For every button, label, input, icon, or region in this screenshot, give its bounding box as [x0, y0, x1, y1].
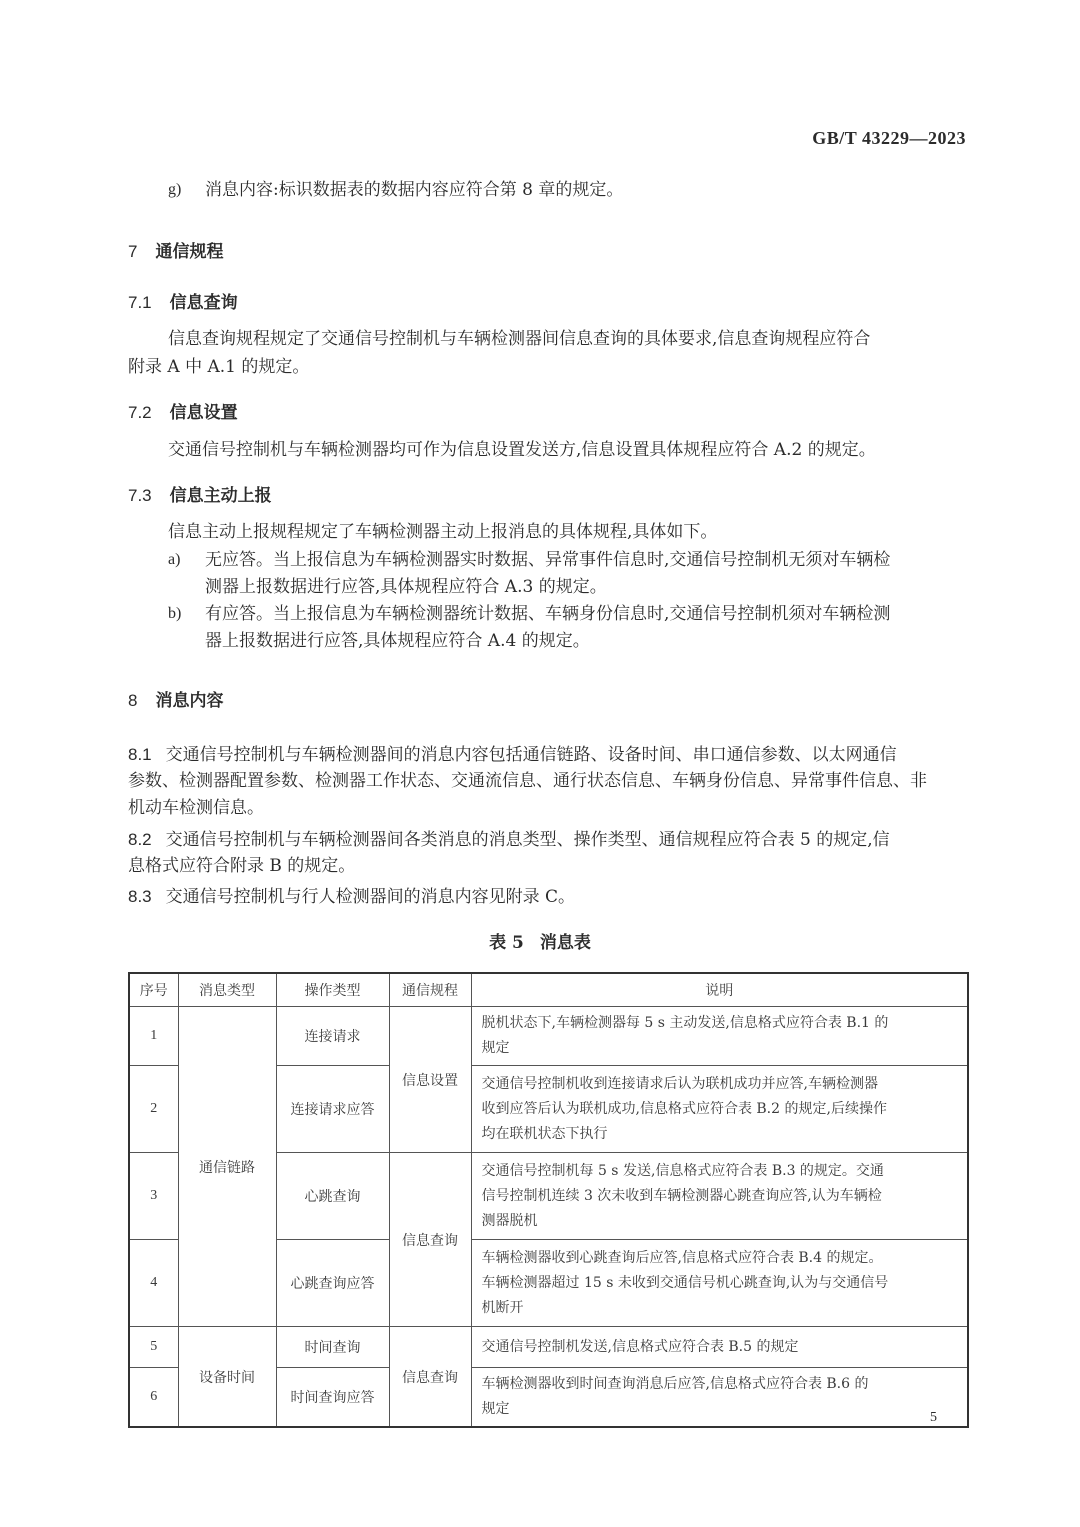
section-8-heading [128, 686, 223, 711]
row-index: 3 [129, 1153, 178, 1240]
paragraph-8-1-line2: 参数、检测器配置参数、检测器工作状态、交通流信息、通行状态信息、车辆身份信息、异常事件信息、非 [128, 771, 927, 791]
paragraph-8-1-line3: 机动车检测信息。 [128, 798, 264, 818]
section-7-3-heading [128, 481, 272, 506]
table-row [129, 1327, 968, 1368]
list-marker-a: a) [168, 551, 181, 568]
item-g-text: 消息内容:标识数据表的数据内容应符合第 8 章的规定。 [205, 180, 624, 200]
section-number: 8 [128, 691, 138, 710]
paragraph-7-1-line1: 信息查询规程规定了交通信号控制机与车辆检测器间信息查询的具体要求,信息查询规程应符合 [168, 329, 871, 349]
item-b-line1: 有应答。当上报信息为车辆检测器统计数据、车辆身份信息时,交通信号控制机须对车辆检测 [205, 604, 891, 624]
operation-type-cell: 时间查询应答 [276, 1368, 389, 1428]
description-cell [471, 1368, 968, 1428]
header-cell-index: 序号 [129, 973, 178, 1007]
operation-type-cell: 连接请求 [276, 1007, 389, 1066]
description-cell [471, 1066, 968, 1153]
clause-number: 8.1 [128, 745, 152, 764]
item-a-line2: 测器上报数据进行应答,具体规程应符合 A.3 的规定。 [205, 577, 607, 597]
section-number: 7.3 [128, 486, 152, 505]
row-index: 2 [129, 1066, 178, 1153]
description-cell [471, 1007, 968, 1066]
operation-type-cell: 心跳查询应答 [276, 1240, 389, 1327]
description-line: 规定 [481, 1401, 510, 1417]
paragraph-7-1-line2: 附录 A 中 A.1 的规定。 [128, 357, 310, 377]
header-cell-protocol: 通信规程 [389, 973, 471, 1007]
standard-number: GB/T 43229—2023 [812, 128, 966, 148]
header-cell-description: 说明 [471, 973, 968, 1007]
table-caption [0, 928, 1080, 953]
description-line: 脱机状态下,车辆检测器每 5 s 主动发送,信息格式应符合表 B.1 的 [481, 1015, 889, 1031]
section-7-2-heading [128, 398, 238, 423]
message-type-cell: 通信链路 [178, 1007, 276, 1327]
description-line: 交通信号控制机收到连接请求后认为联机成功并应答,车辆检测器 [481, 1075, 878, 1092]
list-marker-b: b) [168, 605, 182, 622]
clause-text: 交通信号控制机与车辆检测器间各类消息的消息类型、操作类型、通信规程应符合表 5 的规定,信 [165, 830, 890, 850]
paragraph-8-2-line2: 息格式应符合附录 B 的规定。 [128, 856, 356, 876]
paragraph-7-3-intro: 信息主动上报规程规定了车辆检测器主动上报消息的具体规程,具体如下。 [168, 522, 718, 542]
paragraph-8-3 [128, 883, 575, 911]
clause-number: 8.3 [128, 887, 152, 906]
section-number: 7.2 [128, 403, 152, 422]
section-7-heading [128, 237, 223, 262]
description-cell [471, 1240, 968, 1327]
section-title: 信息主动上报 [169, 486, 272, 506]
protocol-cell: 信息查询 [389, 1327, 471, 1428]
description-line: 车辆检测器超过 15 s 未收到交通信号机心跳查询,认为与交通信号 [481, 1274, 889, 1291]
section-7-1-heading [128, 288, 238, 313]
header-cell-operation-type: 操作类型 [276, 973, 389, 1007]
section-title: 消息内容 [155, 691, 224, 711]
description-line: 收到应答后认为联机成功,信息格式应符合表 B.2 的规定,后续操作 [481, 1100, 887, 1117]
protocol-cell: 信息设置 [389, 1007, 471, 1153]
section-number: 7 [128, 242, 138, 261]
paragraph-8-2-line1 [128, 826, 890, 854]
item-b-line2: 器上报数据进行应答,具体规程应符合 A.4 的规定。 [205, 631, 590, 651]
row-index: 4 [129, 1240, 178, 1327]
description-line: 交通信号控制机每 5 s 发送,信息格式应符合表 B.3 的规定。交通 [481, 1162, 884, 1179]
page-number: 5 [930, 1410, 937, 1425]
description-line: 机断开 [481, 1299, 524, 1316]
table-row [129, 1007, 968, 1066]
clause-number: 8.2 [128, 830, 152, 849]
section-number: 7.1 [128, 293, 152, 312]
description-line: 测器脱机 [481, 1212, 538, 1229]
operation-type-cell: 时间查询 [276, 1327, 389, 1368]
row-index: 1 [129, 1007, 178, 1066]
clause-text: 交通信号控制机与行人检测器间的消息内容见附录 C。 [165, 887, 576, 907]
paragraph-7-2: 交通信号控制机与车辆检测器均可作为信息设置发送方,信息设置具体规程应符合 A.2 的规定。 [168, 440, 876, 460]
row-index: 5 [129, 1327, 178, 1368]
operation-type-cell: 连接请求应答 [276, 1066, 389, 1153]
operation-type-cell: 心跳查询 [276, 1153, 389, 1240]
message-table [128, 972, 969, 1428]
message-type-cell: 设备时间 [178, 1327, 276, 1428]
description-line: 规定 [481, 1040, 510, 1056]
list-marker-g: g) [168, 181, 182, 198]
section-title: 通信规程 [155, 242, 224, 262]
table-header-row [129, 973, 968, 1007]
protocol-cell: 信息查询 [389, 1153, 471, 1327]
header-cell-message-type: 消息类型 [178, 973, 276, 1007]
description-line: 信号控制机连续 3 次未收到车辆检测器心跳查询应答,认为车辆检 [481, 1187, 882, 1204]
description-line: 车辆检测器收到时间查询消息后应答,信息格式应符合表 B.6 的 [481, 1376, 869, 1392]
row-index: 6 [129, 1368, 178, 1428]
table-title: 消息表 [539, 933, 591, 953]
description-line: 车辆检测器收到心跳查询后应答,信息格式应符合表 B.4 的规定。 [481, 1249, 883, 1266]
description-cell [471, 1153, 968, 1240]
description-line: 均在联机状态下执行 [481, 1125, 608, 1142]
paragraph-8-1-line1 [128, 741, 897, 769]
table-number: 表 5 [489, 933, 524, 953]
section-title: 信息查询 [169, 293, 238, 313]
description-cell [471, 1327, 968, 1368]
item-a-line1: 无应答。当上报信息为车辆检测器实时数据、异常事件信息时,交通信号控制机无须对车辆检 [205, 550, 891, 570]
clause-text: 交通信号控制机与车辆检测器间的消息内容包括通信链路、设备时间、串口通信参数、以太网通信 [165, 745, 897, 765]
section-title: 信息设置 [169, 403, 238, 423]
description-line: 交通信号控制机发送,信息格式应符合表 B.5 的规定 [481, 1338, 799, 1355]
